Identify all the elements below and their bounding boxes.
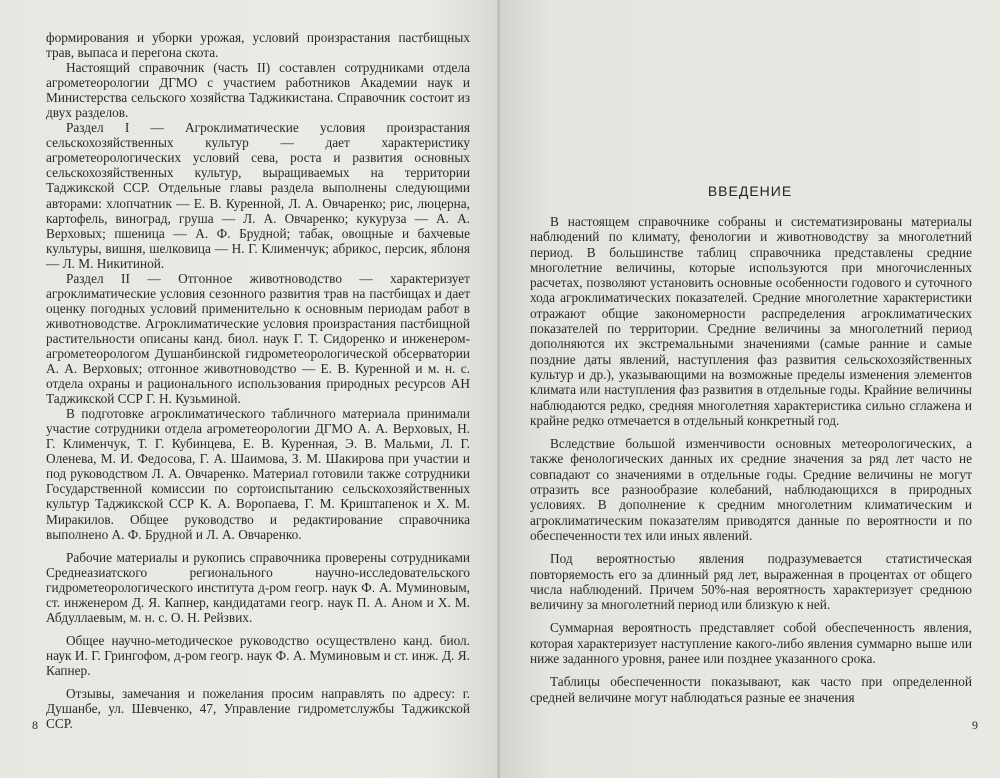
right-page: [500, 0, 1000, 778]
section-heading: ВВЕДЕНИЕ: [707, 183, 793, 199]
left-paragraph: Раздел II — Отгонное животноводство — характеризует агроклиматические условия сезонного развития трав на пастбищах и дает оценку погодных условий применительно к основным периодам работ в животноводстве. Агроклиматические условия произрастания пастбищной растительности описаны канд. биол. наук Г. Т. Сидоренко и инженером-агрометеорологом Душанбинской гидрометеорологической обсерватории А. А. Верховых; отгонное животноводство — Е. В. Куренной и м. н. с. отдела охраны и рационального использования природных ресурсов АН Таджикской ССР Г. Н. Кузьминой.: [46, 270, 470, 407]
right-paragraph: Суммарная вероятность представляет собой обеспеченность явления, которая характеризует наступление какого-либо явления суммарно выше или ниже заданного уровня, ранее или позднее указанного срока.: [530, 620, 972, 667]
right-paragraph: В настоящем справочнике собраны и систематизированы материалы наблюдений по климату, фенологии и животноводству за многолетний период. В большинстве таблиц справочника представлены средние многолетние величины, которые используются при многочисленных расчетах, позволяют установить основные особенности годового и суточного хода агроклиматических показателей. Средние многолетние характеристики отражают общие закономерности распределения агроклиматических показателей по территории. Средние величины за многолетний период дополняются их экстремальными значениями (самые ранние и самые поздние даты явлений, наступления фаз развития сельскохозяйственных культур и др.), указывающими на возможные пределы изменения элементов климата или наступления фаз развития в отдельные годы. Крайние величины наблюдаются редко, средняя многолетняя характеристика сильно сглажена и крайне редко отмечается в отдельный конкретный год.: [530, 214, 972, 428]
left-paragraph: Общее научно-методическое руководство осуществлено канд. биол. наук И. Г. Грингофом, д-ром геогр. наук Ф. А. Муминовым и ст. инж. Д. Я. Капнер.: [46, 632, 470, 678]
left-page-text: [46, 30, 470, 731]
right-page-text: [530, 214, 972, 705]
left-paragraph: В подготовке агроклиматического табличного материала принимали участие сотрудники отдела агрометеорологии ДГМО А. А. Верховых, Н. Г. Клименчук, Т. Г. Кубинцева, Е. В. Куренная, Э. В. Мальми, Л. Г. Оленева, М. И. Федосова, Г. А. Шаимова, З. М. Шакирова при участии и под руководством Л. А. Овчаренко. Материал готовили также сотрудники Государственной комиссии по сортоиспытанию сельскохозяйственных культур Таджикской ССР К. А. Воропаева, Г. М. Криштапенок и Х. М. Миракилов. Общее руководство и редактирование справочника выполнено А. Ф. Брудной и Л. А. Овчаренко.: [46, 406, 470, 542]
left-paragraph: Отзывы, замечания и пожелания просим направлять по адресу: г. Душанбе, ул. Шевченко, 47, Управление гидрометслужбы Таджикской ССР.: [46, 685, 470, 732]
left-paragraph: Раздел I — Агроклиматические условия произрастания сельскохозяйственных культур — дает характеристику агрометеорологических условий сева, роста и развития основных сельскохозяйственных культур, выращиваемых на территории Таджикской ССР. Отдельные главы раздела выполнены следующими авторами: хлопчатник — Е. В. Куренной, Л. А. Овчаренко; рис, люцерна, картофель, виноград, груша — Л. А. Овчаренко; кукуруза — А. А. Верховых; пшеница — А. Ф. Брудной; табак, овощные и бахчевые культуры, вишня, шелковица — Н. Г. Клименчук; абрикос, персик, яблоня — Л. М. Никитиной.: [46, 120, 470, 271]
right-paragraph: Таблицы обеспеченности показывают, как часто при определенной средней величине могут наблюдаться разные ее значения: [530, 674, 972, 705]
left-paragraph: формирования и уборки урожая, условий произрастания пастбищных трав, выпаса и перегона скота.: [46, 30, 470, 61]
left-paragraph: Рабочие материалы и рукопись справочника проверены сотрудниками Среднеазиатского регионального научно-исследовательского гидрометеорологического института д-ром геогр. наук Ф. А. Муминовым, ст. инженером Д. Я. Капнер, кандидатами геогр. наук П. А. Аном и Х. М. Абдуллаевым, м. н. с. О. Н. Рейзвих.: [46, 549, 470, 625]
right-paragraph: Под вероятностью явления подразумевается статистическая повторяемость его за длинный ряд лет, выраженная в процентах от общего числа наблюдений. Причем 50%-ная вероятность характеризует среднюю величину за многолетний период или близкую к ней.: [530, 551, 972, 613]
right-paragraph: Вследствие большой изменчивости основных метеорологических, а также фенологических данных их средние значения за ряд лет часто не совпадают со значениями в отдельные годы. Средние величины не могут отразить все разнообразие колебаний, наблюдающихся в природных условиях. В дополнение к средним многолетним климатическим и агроклиматическим показателям приводятся данные по вероятности и по обеспеченности тех или иных явлений.: [530, 436, 972, 543]
left-paragraph: Настоящий справочник (часть II) составлен сотрудниками отдела агрометеорологии ДГМО с участием работников Академии наук и Министерства сельского хозяйства Таджикистана. Справочник состоит из двух разделов.: [46, 60, 470, 121]
page-number-right: 9: [972, 718, 978, 732]
page-number-left: 8: [32, 718, 38, 732]
